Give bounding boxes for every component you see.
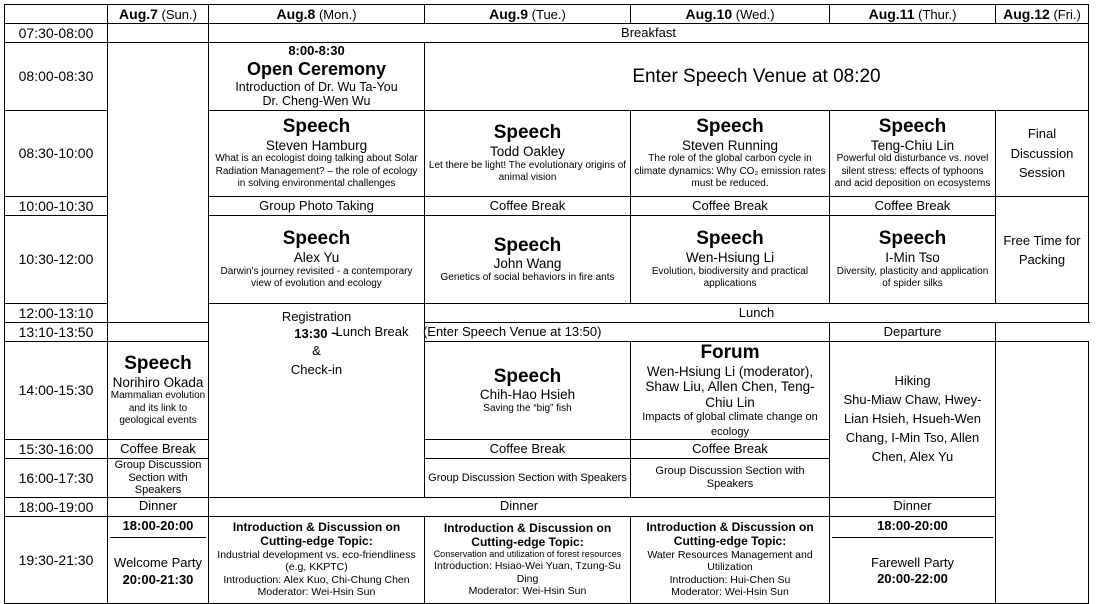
coffee-break-cell: Coffee Break (425, 439, 631, 458)
sunday-dinner-time: 18:00-20:00 (122, 518, 194, 534)
speech-cell (425, 216, 631, 304)
time-slot: 15:30-16:00 (5, 439, 108, 458)
dinner-cell: Dinner (830, 497, 996, 516)
forum-description: Impacts of global climate change on ecology (642, 411, 818, 438)
thursday-evening-cell (830, 516, 996, 603)
corner-cell (5, 5, 108, 24)
sunday-evening-cell (108, 516, 209, 603)
speech-description: Diversity, plasticity and application of spider silks (836, 265, 989, 290)
group-discussion-cell: Group Discussion Section with Speakers (108, 458, 209, 497)
speech-description: Powerful old disturbance vs. novel silent stress: effects of typhoons and acid deposition on ecosystems (834, 153, 991, 190)
time-slot: 10:00-10:30 (5, 197, 108, 216)
day-header-wed: Aug.10 (Wed.) (631, 5, 830, 24)
speech-cell (425, 342, 631, 440)
forum-heading: Forum (700, 342, 760, 363)
evening-topic-cell (631, 516, 830, 603)
topic-heading: Introduction & Discussion on Cutting-edge Topic: (646, 519, 814, 548)
time-slot: 19:30-21:30 (5, 516, 108, 603)
day-header-tue: Aug.9 (Tue.) (425, 5, 631, 24)
registration-checkin: Check-in (290, 361, 343, 377)
welcome-party (110, 537, 206, 603)
farewell-party (832, 537, 993, 603)
topic-text: Industrial development vs. eco-friendliness (e.g, KKPTC) (217, 548, 416, 574)
speech-cell (830, 216, 996, 304)
header-row (5, 5, 1089, 24)
forum-people: Wen-Hsiung Li (moderator), Shaw Liu, Allen Chen, Teng-Chiu Lin (645, 363, 815, 410)
farewell-label: Farewell Party (870, 554, 955, 570)
time-slot: 12:00-13:10 (5, 304, 108, 323)
topic-intro: Introduction: Hsiao-Wei Yuan, Tzung-Su Ding (434, 560, 621, 585)
speech-description: What is an ecologist doing talking about Solar Radiation Management? – the role of ecology in solving environmental challenges (215, 153, 418, 190)
speech-cell (209, 216, 425, 304)
hiking-title: Hiking (894, 373, 931, 389)
coffee-break-cell: Coffee Break (425, 197, 631, 216)
time-slot: 08:00-08:30 (5, 43, 108, 111)
time-slot: 13:10-13:50 (5, 323, 108, 342)
dinner-cell: Dinner (209, 497, 830, 516)
speaker-name: Todd Oakley (489, 144, 566, 160)
day-header-mon: Aug.8 (Mon.) (209, 5, 425, 24)
time-slot: 10:30-12:00 (5, 216, 108, 304)
group-photo-cell: Group Photo Taking (209, 197, 425, 216)
welcome-label: Welcome Party (114, 555, 202, 571)
speaker-name: Wen-Hsiung Li (685, 250, 775, 266)
group-discussion-cell: Group Discussion Section with Speakers (425, 458, 631, 497)
coffee-break-cell: Coffee Break (830, 197, 996, 216)
opening-line1: Introduction of Dr. Wu Ta-You (235, 79, 398, 94)
topic-moderator: Moderator: Wei-Hsin Sun (257, 586, 376, 599)
breakfast-cell: Breakfast (209, 24, 1089, 43)
speech-description: Darwin's journey revisited - a contemporary view of evolution and ecology (220, 265, 413, 290)
speech-heading: Speech (696, 116, 764, 138)
speaker-name: Steven Hamburg (265, 137, 368, 153)
sunday-morning-empty (108, 43, 209, 323)
speaker-name: Norihiro Okada (112, 374, 204, 390)
departure-cell: Departure (830, 323, 996, 342)
topic-text: Water Resources Management and Utilization (647, 548, 813, 574)
speaker-name: John Wang (493, 256, 562, 272)
hiking-cell (830, 342, 996, 498)
topic-heading: Introduction & Discussion on Cutting-edge Topic: (232, 519, 401, 548)
speech-description: Genetics of social behaviors in fire ants (440, 271, 615, 283)
speech-cell (209, 111, 425, 197)
topic-moderator: Moderator: Wei-Hsin Sun (468, 585, 587, 598)
speech-heading: Speech (282, 116, 351, 138)
speech-cell (631, 216, 830, 304)
welcome-time: 20:00-21:30 (122, 571, 194, 587)
group-discussion-cell: Group Discussion Section with Speakers (631, 458, 830, 497)
opening-time: 8:00-8:30 (288, 43, 345, 59)
speech-heading: Speech (878, 228, 947, 250)
speech-description: Mammalian evolution and its link to geological events (110, 390, 206, 427)
coffee-break-cell: Coffee Break (631, 197, 830, 216)
topic-moderator: Moderator: Wei-Hsin Sun (671, 586, 789, 599)
opening-line2: Dr. Cheng-Wen Wu (262, 94, 371, 109)
registration-amp: & (312, 342, 321, 358)
day-header-thu: Aug.11 (Thur.) (830, 5, 996, 24)
lunch-break-cell: Lunch Break (Enter Speech Venue at 13:50) (108, 323, 830, 342)
dinner-cell: Dinner (108, 497, 209, 516)
evening-topic-cell (425, 516, 631, 603)
coffee-break-cell: Coffee Break (108, 439, 209, 458)
speech-description: Evolution, biodiversity and practical applications (651, 265, 809, 290)
evening-topic-cell (209, 516, 425, 603)
time-slot: 07:30-08:00 (5, 24, 108, 43)
speaker-name: Steven Running (681, 137, 779, 153)
topic-intro: Introduction: Hui-Chen Su (669, 573, 791, 586)
time-slot: 18:00-19:00 (5, 497, 108, 516)
speaker-name: Teng-Chiu Lin (870, 137, 955, 153)
opening-ceremony-cell (209, 43, 425, 111)
speech-cell (631, 111, 830, 197)
speech-heading: Speech (493, 365, 562, 387)
lunch-cell: Lunch (425, 304, 1089, 323)
farewell-time: 20:00-22:00 (877, 571, 948, 587)
speech-heading: Speech (282, 228, 351, 250)
schedule-table (4, 4, 1089, 604)
speaker-name: I-Min Tso (885, 250, 940, 266)
day-header-sun: Aug.7 (Sun.) (108, 5, 209, 24)
free-time-cell: Free Time for Packing (996, 197, 1089, 304)
friday-afternoon-empty (996, 342, 1089, 604)
speech-cell (830, 111, 996, 197)
speech-heading: Speech (493, 234, 562, 256)
speech-heading: Speech (124, 353, 192, 375)
speech-heading: Speech (696, 228, 764, 250)
speech-description: Let there be light! The evolutionary origins of animal vision (428, 159, 627, 184)
thursday-dinner-time: 18:00-20:00 (877, 518, 948, 534)
time-slot: 16:00-17:30 (5, 458, 108, 497)
speech-description: The role of the global carbon cycle in climate dynamics: Why CO₂ emission rates must be reduced. (634, 153, 826, 190)
speaker-name: Alex Yu (293, 250, 340, 266)
topic-intro: Introduction: Alex Kuo, Chi-Chung Chen (223, 573, 410, 586)
enter-venue-cell: Enter Speech Venue at 08:20 (425, 43, 1089, 111)
speech-description: Saving the “big” fish (483, 402, 572, 414)
topic-heading: Introduction & Discussion on Cutting-edge Topic: (443, 520, 612, 549)
registration-time: 13:30 ~ (294, 325, 339, 341)
time-slot: 14:00-15:30 (5, 342, 108, 440)
opening-title: Open Ceremony (246, 59, 387, 80)
empty-cell (108, 24, 209, 43)
registration-label: Registration (281, 309, 352, 324)
hiking-people: Shu-Miaw Chaw, Hwey-Lian Hsieh, Hsueh-Wen Chang, I-Min Tso, Allen Chen, Alex Yu (843, 392, 982, 464)
speech-heading: Speech (493, 122, 562, 144)
topic-text: Conservation and utilization of forest resources (433, 549, 622, 560)
speech-cell (108, 342, 209, 440)
day-header-fri: Aug.12 (Fri.) (996, 5, 1089, 24)
coffee-break-cell: Coffee Break (631, 439, 830, 458)
forum-cell (631, 342, 830, 440)
speaker-name: Chih-Hao Hsieh (479, 387, 576, 403)
speech-cell (425, 111, 631, 197)
speech-heading: Speech (878, 116, 947, 138)
time-slot: 08:30-10:00 (5, 111, 108, 197)
final-discussion-cell: Final Discussion Session (996, 111, 1089, 197)
